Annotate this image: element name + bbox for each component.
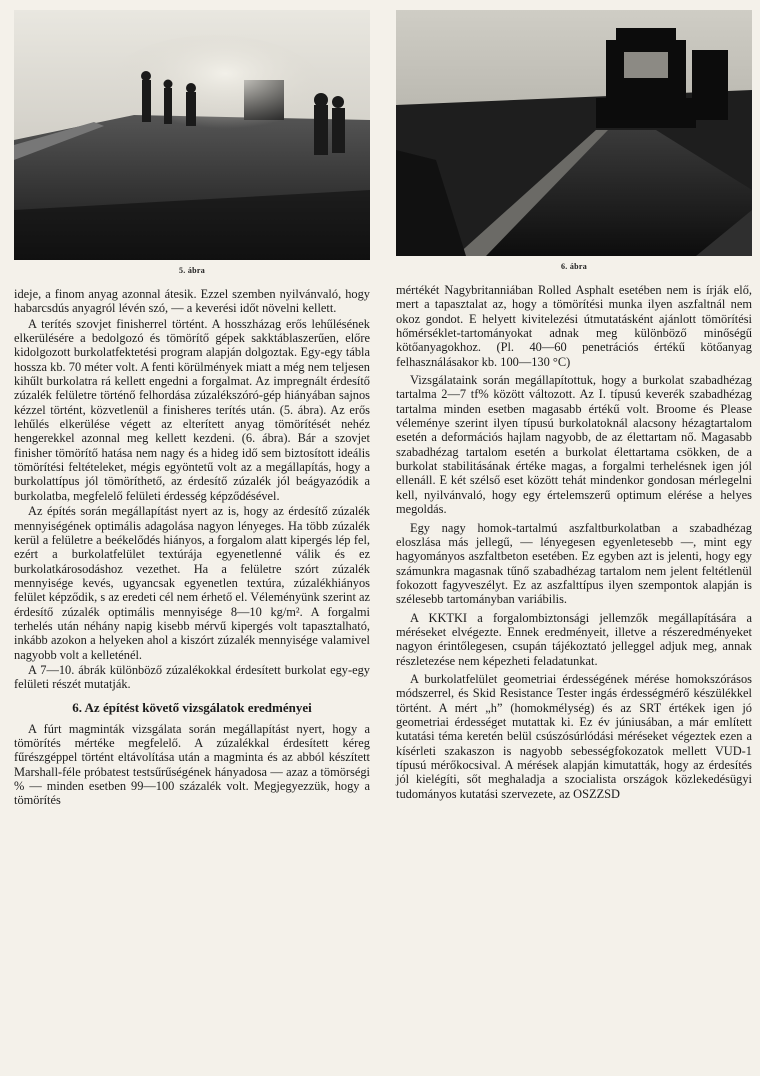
right-paragraph-4: A KKTKI a forgalombiztonsági jellemzők megállapítására a méréseket elvégezte. Ennek eredményeit, illetve a részeredményeket nagyon érintőlegesen, csupán tájékoztató jelleggel adjuk meg, annak részletezése nem képezheti feladatunkat.	[396, 610, 752, 668]
right-paragraph-2: Vizsgálataink során megállapítottuk, hogy a burkolat szabadhézag tartalma 2—7 tf% között változott. Az I. típusú keverék szabadhézag tartalma minden esetben magasabb értékű volt. Broome és Please véleménye szerint ilyen típusú burkolatoknál alacsony hézagtartalom esetén a deformációs hajlam nagyobb, de az élettartam nő. Magasabb szabadhézag tartalom esetén a burkolat élettartama csökken, de a burkolat stabilitásának értéke magas, a forgalmi terhelésnek igen jól ellenáll. E két szélső eset között tehát mindenkor gondosan mérlegelni kell, nyilvánvaló, hogy egy értelemszerű optimum elérése a helyes megoldás.	[396, 373, 752, 517]
left-paragraph-4: A 7—10. ábrák különböző zúzalékokkal érdesített burkolat egy-egy felületi részét mutatják.	[14, 662, 370, 692]
road-paving-crew-image	[14, 10, 370, 260]
figure-5-caption: 5. ábra	[178, 266, 206, 275]
section-heading: 6. Az építést követő vizsgálatok eredményei	[72, 699, 312, 715]
left-paragraph-1: ideje, a finom anyag azonnal átesik. Ezzel szemben nyilvánvaló, hogy habarcsdús anyagról lévén szó, — a keverési időt növelni kellett.	[14, 287, 370, 316]
figure-6-caption: 6. ábra	[560, 262, 588, 271]
road-roller-image	[396, 10, 752, 256]
right-paragraph-1: mértékét Nagybritanniában Rolled Asphalt esetében nem is írják elő, mert a tapasztalat az, hogy a tömörítési munka ilyen aszfaltnál nem okoz gondot. E helyett kivitelezési útmutatásként ajánlott tömörítési hőmérséklet-tartományokat adnak meg különböző minőségű kötőanyagokhoz. (Pl. 40—60 penetrációs értékű kötőanyag felhasználásakor kb. 100—130 °C)	[396, 283, 752, 369]
left-paragraph-2: A terítés szovjet finisherrel történt. A hosszházag erős lehűlésének elkerülésére a bedolgozó és tömörítő gépek sakktáblaszerűen, előre kidolgozott burkolatfektetési program alapján dolgoztak. Egy-egy tábla hossza kb. 70 méter volt. A fenti körülmények miatt a még nem teljesen kihűlt burkolatra rá kellett engedni a forgalmat. Az impregnált érdesítő zúzalék felületre történő felhordása zúzalékszóró-gép hiányában sajnos kézzel történt, közvetlenül a finisheres terítés után. (5. ábra). Az erős lehűlés elkerülése végett az elterített anyag tömörítését nehéz hengerekkel azonnal meg kellett kezdeni. (6. ábra). Bár a szovjet finisher tömörítő hatása nem nagy és a hideg idő sem biztosított ideális tömörítési feltételeket, mégis egyöntetű volt az a megállapítás, hogy a burkolattípus jól tömöríthető, az érdesítő zúzalék jól beágyazódik a burkolatba, megfelelő felületi érdesség képződésével.	[14, 316, 370, 503]
figure-5-photo	[14, 10, 370, 260]
left-paragraph-5: A fúrt magminták vizsgálata során megállapítást nyert, hogy a tömörítés mértéke megfelelő. A zúzalékkal érdesített kéreg fűrészgéppel történt eltávolítása után a magminta és az abból készített Marshall-féle próbatest testsűrűségének hányadosa — azaz a tömörségi % — minden esetben 99—100 százalék volt. Megjegyezzük, hogy a tömörítés	[14, 721, 370, 808]
right-column	[396, 0, 752, 802]
left-paragraph-3: Az építés során megállapítást nyert az is, hogy az érdesítő zúzalék mennyiségének optimális adagolása nagyon lényeges. Ha több zúzalék kerül a felületre a beékelődés hiányos, a forgalom alatt kipergés lép fel, ezért a burkolatfelület textúrája egyenetlenné válik és ez burkolatkárosodáshoz vezethet. Ha a felületre szórt zúzalék mennyisége kevés, ugyancsak egyenetlen textúra, zúzalékhiányos felület képződik, s az eredeti cél nem érhető el. Véleményünk szerint az érdesítő zúzalék optimális mennyisége 8—10 kg/m². A forgalmi terhelés után néhány napig kisebb mérvű kipergés volt tapasztalható, inkább azokon a helyeken ahol a kiszórt zúzalék mennyisége valamivel nagyobb volt a kelleténél.	[14, 504, 370, 662]
right-paragraph-5: A burkolatfelület geometriai érdességének mérése homokszórásos módszerrel, és Skid Resistance Tester ingás érdességmérő készülékkel történt. A mért „h” (homokmélység) és az SRT értékek igen jó geometriai érdességet mutattak ki. Ez év júniusában, a már említett kutatási téma keretén belül csúszósúrlódási méréseket végeztek ezen a kísérleti szakaszon is nagyobb sebességfokozatok mellett VUD-1 típusú mérőkocsival. A mérések alapján kimutatták, hogy az érdesítés jól kielégíti, sőt meghaladja a szocialista országok közlekedésügyi tudományos kutatási szervezete, az OSZZSD	[396, 671, 752, 801]
right-paragraph-3: Egy nagy homok-tartalmú aszfaltburkolatban a szabadhézag eloszlása más jellegű, — lényegesen egyenletesebb —, mint egy hagyományos aszfaltbeton esetében. Ez egyben azt is jelenti, hogy egy számunkra magasnak tűnő szabadhézag tartalom nem jelent feltétlenül fokozott fagyveszélyt. Ez az aszfalttípus ilyen szempontok alapján is szélesebb tartományban variábilis.	[396, 520, 752, 607]
left-column	[14, 0, 370, 809]
figure-6-photo	[396, 10, 752, 256]
